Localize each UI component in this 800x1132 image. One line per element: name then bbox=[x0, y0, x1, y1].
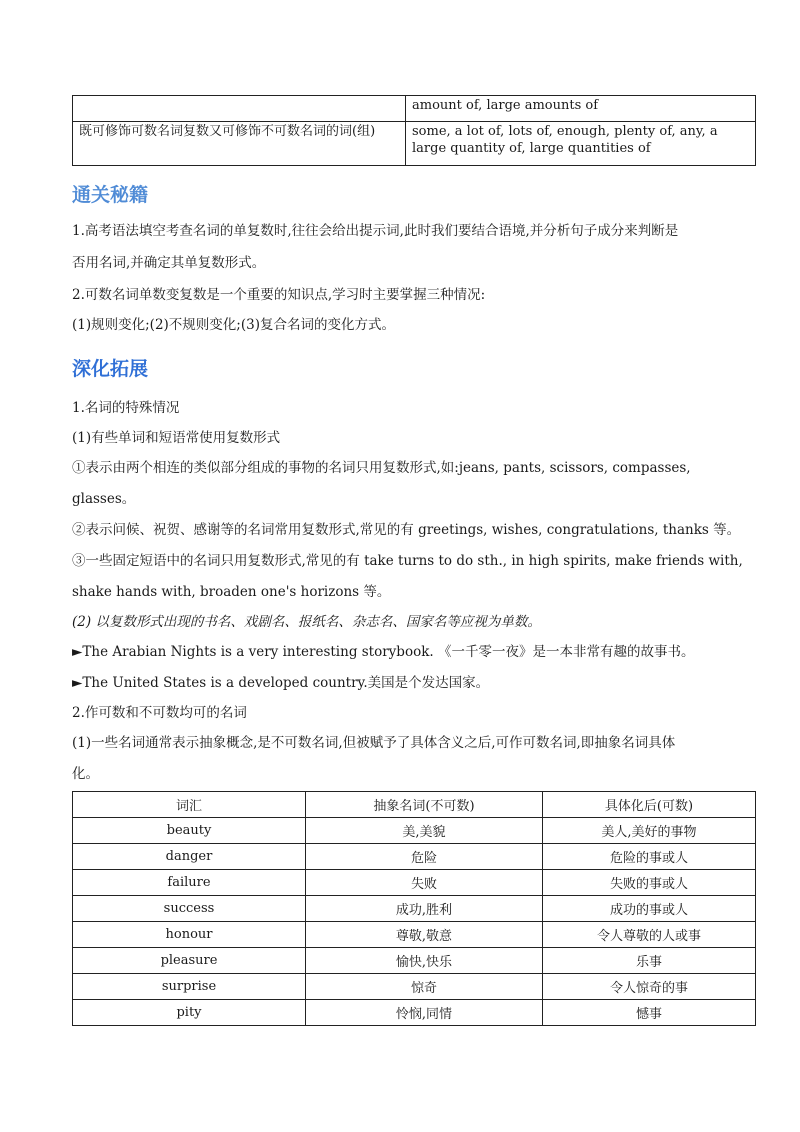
table-cell: 危险的事或人 bbox=[543, 844, 756, 870]
table-cell: 愉快,快乐 bbox=[306, 948, 543, 974]
table-cell: some, a lot of, lots of, enough, plenty of, any, a large quantity of, large quantities of bbox=[406, 122, 756, 166]
paragraph: ①表示由两个相连的类似部分组成的事物的名词只用复数形式,如:jeans, pants, scissors, compasses, bbox=[72, 460, 691, 476]
paragraph: 否用名词,并确定其单复数形式。 bbox=[72, 255, 266, 271]
table-row bbox=[73, 896, 756, 922]
table-cell bbox=[73, 96, 406, 122]
table-cell: 令人惊奇的事 bbox=[543, 974, 756, 1000]
paragraph: 2.可数名词单数变复数是一个重要的知识点,学习时主要掌握三种情况: bbox=[72, 287, 486, 303]
paragraph: 1.高考语法填空考查名词的单复数时,往往会给出提示词,此时我们要结合语境,并分析句子成分来判断是 bbox=[72, 223, 679, 239]
table-header-row bbox=[73, 792, 756, 818]
table-cell: honour bbox=[73, 922, 306, 948]
table-cell: 既可修饰可数名词复数又可修饰不可数名词的词(组) bbox=[73, 122, 406, 166]
abstract-noun-table bbox=[72, 791, 756, 1026]
paragraph: (1)规则变化;(2)不规则变化;(3)复合名词的变化方式。 bbox=[72, 317, 395, 333]
table-cell: 美,美貌 bbox=[306, 818, 543, 844]
table-cell: 令人尊敬的人或事 bbox=[543, 922, 756, 948]
table-cell: 尊敬,敬意 bbox=[306, 922, 543, 948]
table-cell: 怜悯,同情 bbox=[306, 1000, 543, 1026]
table-cell: surprise bbox=[73, 974, 306, 1000]
table-row bbox=[73, 870, 756, 896]
table-cell: 美人,美好的事物 bbox=[543, 818, 756, 844]
paragraph: 1.名词的特殊情况 bbox=[72, 400, 180, 416]
table-row bbox=[73, 948, 756, 974]
table-cell: pleasure bbox=[73, 948, 306, 974]
table-cell: danger bbox=[73, 844, 306, 870]
table-cell: 惊奇 bbox=[306, 974, 543, 1000]
table-cell: 失败的事或人 bbox=[543, 870, 756, 896]
paragraph: 化。 bbox=[72, 766, 99, 782]
table-cell: 失败 bbox=[306, 870, 543, 896]
table-cell: success bbox=[73, 896, 306, 922]
section-title-tips: 通关秘籍 bbox=[72, 184, 149, 206]
table-header-cell: 具体化后(可数) bbox=[543, 792, 756, 818]
table-row bbox=[73, 96, 756, 122]
table-row bbox=[73, 922, 756, 948]
table-cell: failure bbox=[73, 870, 306, 896]
table-header-cell: 抽象名词(不可数) bbox=[306, 792, 543, 818]
table-cell: 乐事 bbox=[543, 948, 756, 974]
table-row bbox=[73, 844, 756, 870]
word-usage-table bbox=[72, 95, 756, 166]
table-header-cell: 词汇 bbox=[73, 792, 306, 818]
example-sentence: ►The United States is a developed country.美国是个发达国家。 bbox=[72, 675, 490, 691]
table-row bbox=[73, 818, 756, 844]
table-cell: 憾事 bbox=[543, 1000, 756, 1026]
table-cell: pity bbox=[73, 1000, 306, 1026]
section-title-extension: 深化拓展 bbox=[72, 358, 149, 380]
table-row bbox=[73, 974, 756, 1000]
table-cell: beauty bbox=[73, 818, 306, 844]
paragraph-italic: (2) 以复数形式出现的书名、戏剧名、报纸名、杂志名、国家名等应视为单数。 bbox=[72, 614, 541, 630]
paragraph: ②表示问候、祝贺、感谢等的名词常用复数形式,常见的有 greetings, wishes, congratulations, thanks 等。 bbox=[72, 522, 741, 538]
paragraph: ③一些固定短语中的名词只用复数形式,常见的有 take turns to do sth., in high spirits, make friends with, bbox=[72, 553, 743, 569]
paragraph: (1)有些单词和短语常使用复数形式 bbox=[72, 430, 281, 446]
paragraph: (1)一些名词通常表示抽象概念,是不可数名词,但被赋予了具体含义之后,可作可数名词,即抽象名词具体 bbox=[72, 735, 676, 751]
table-cell: 成功的事或人 bbox=[543, 896, 756, 922]
paragraph: shake hands with, broaden one's horizons 等。 bbox=[72, 584, 391, 600]
table-cell: 危险 bbox=[306, 844, 543, 870]
example-sentence: ►The Arabian Nights is a very interesting storybook. 《一千零一夜》是一本非常有趣的故事书。 bbox=[72, 644, 695, 660]
paragraph: glasses。 bbox=[72, 491, 136, 507]
paragraph: 2.作可数和不可数均可的名词 bbox=[72, 705, 247, 721]
table-cell: 成功,胜利 bbox=[306, 896, 543, 922]
table-row bbox=[73, 1000, 756, 1026]
table-row bbox=[73, 122, 756, 166]
table-cell: amount of, large amounts of bbox=[406, 96, 756, 122]
